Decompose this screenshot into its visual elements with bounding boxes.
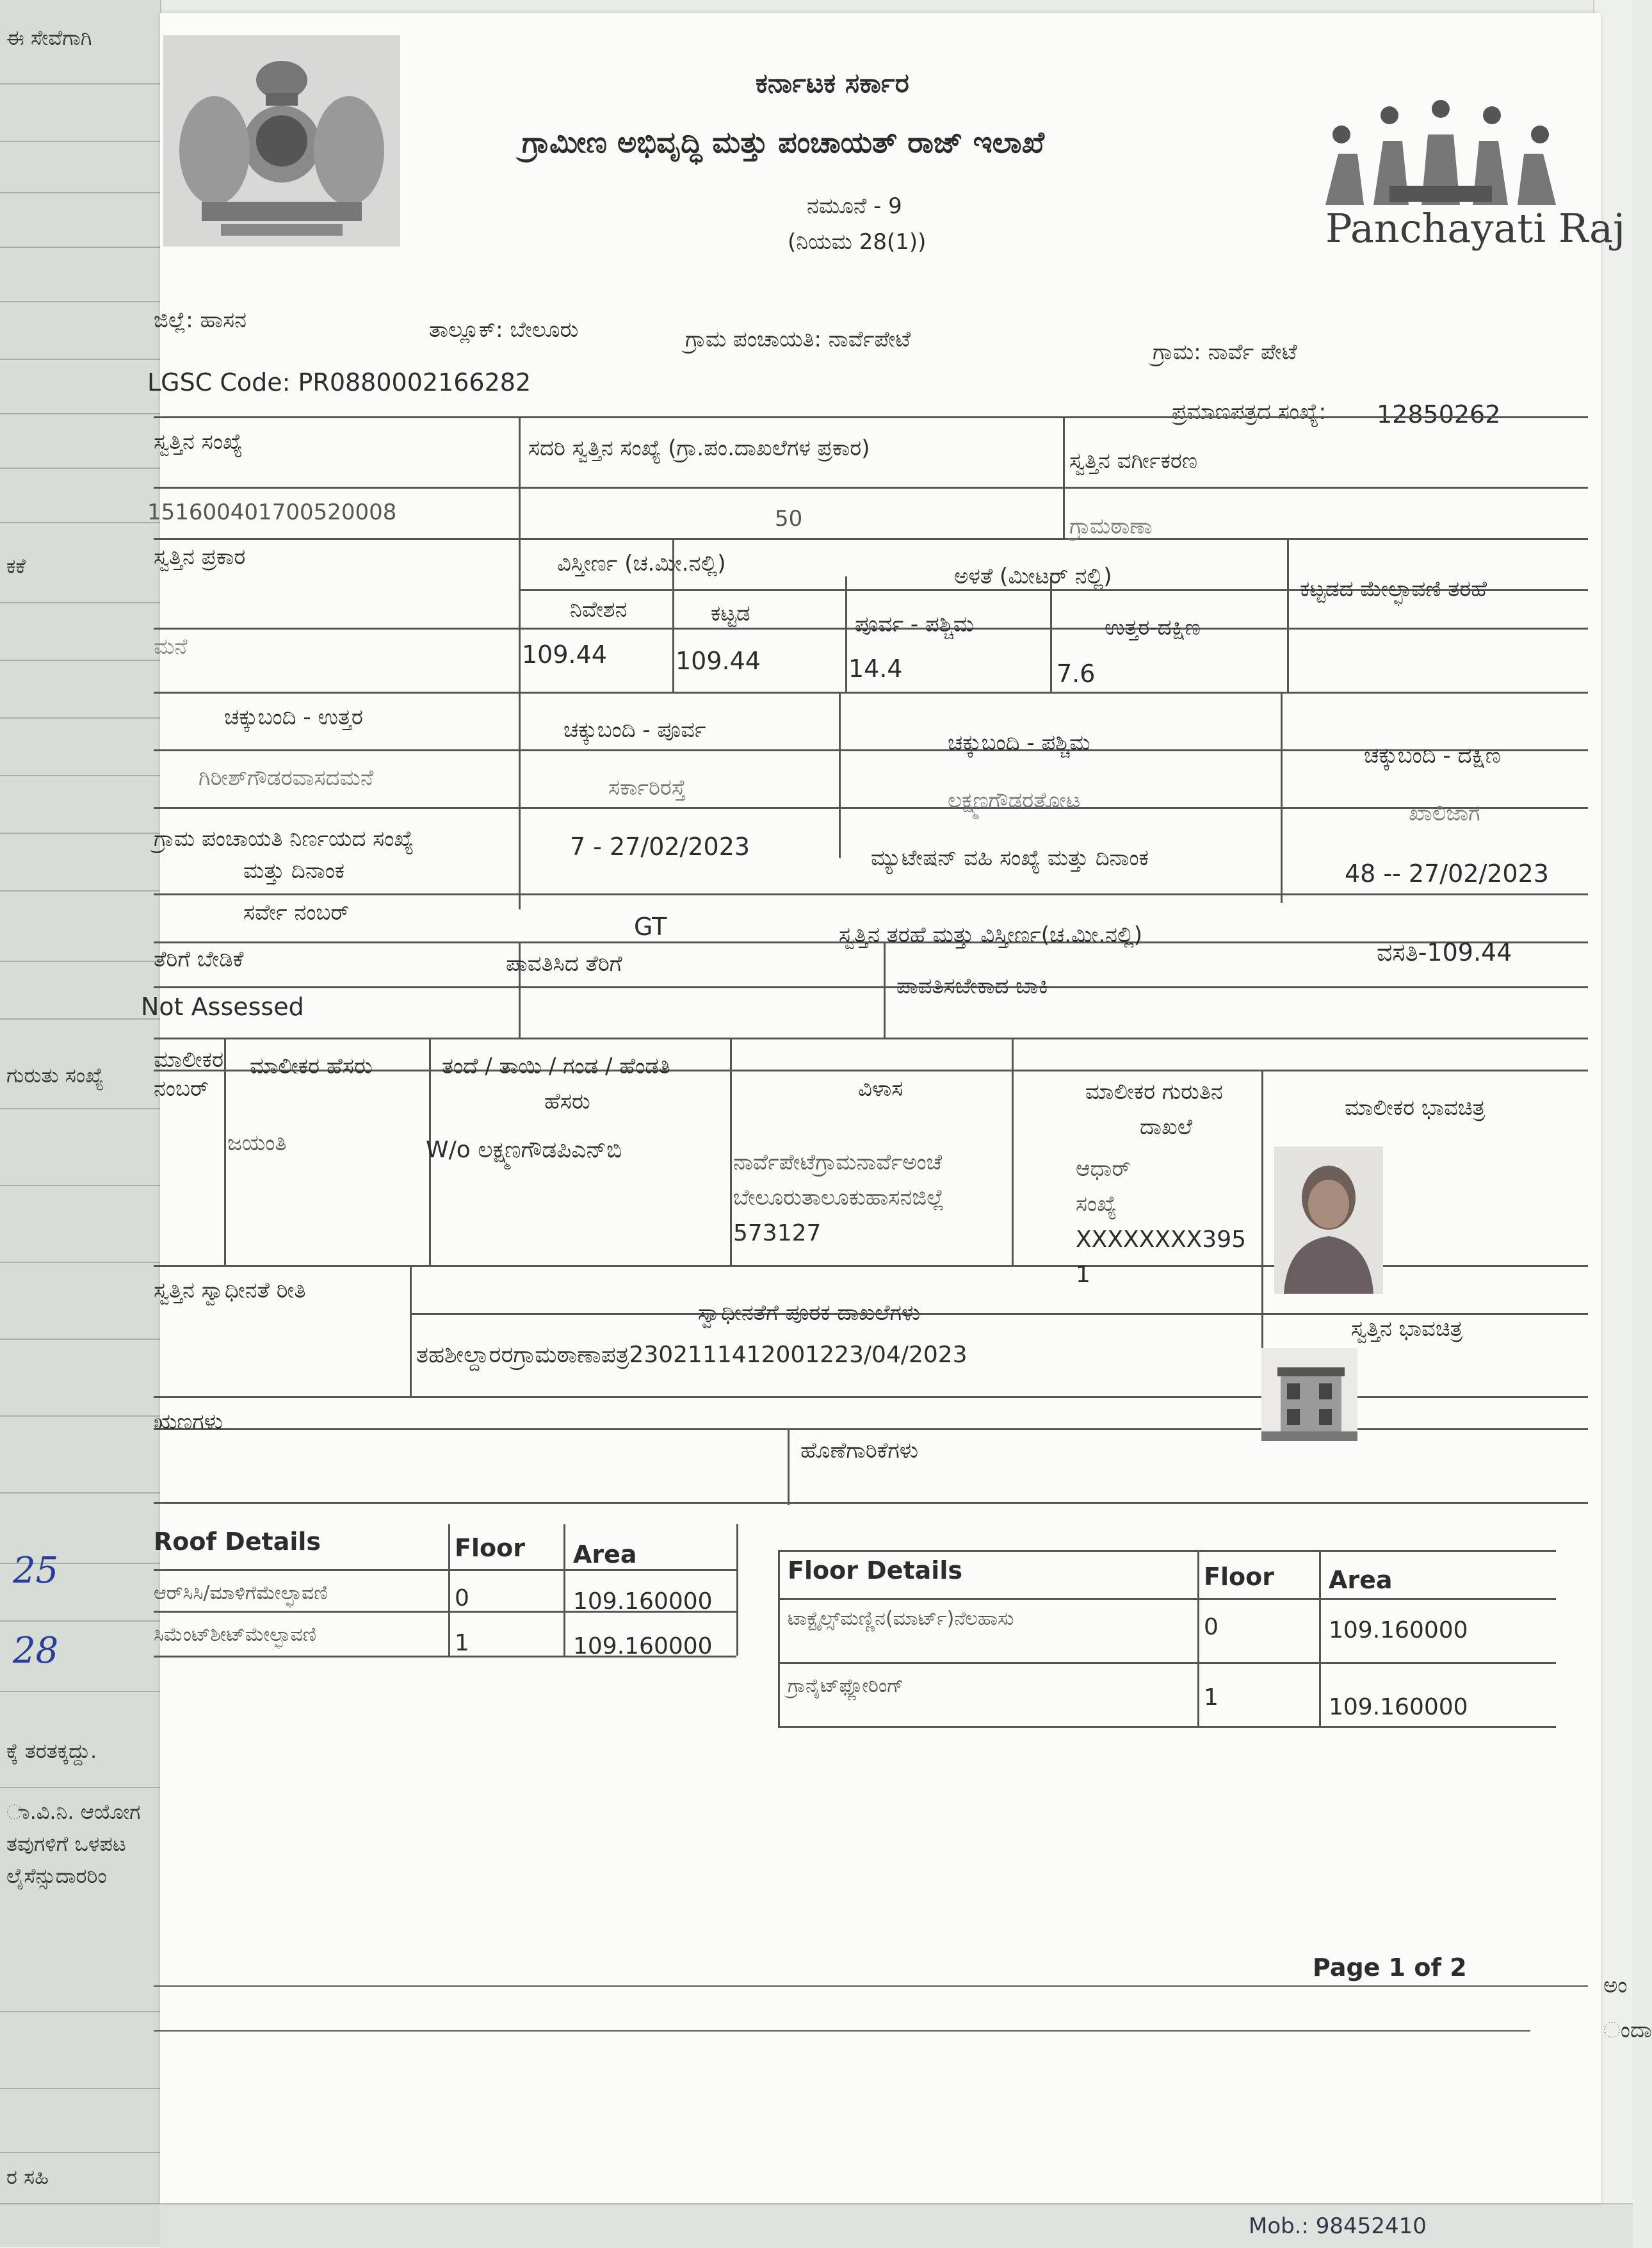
panchayati-raj-text: Panchayati Raj [1325, 205, 1626, 252]
gram-panchayat-text: ಗ್ರಾಮ ಪಂಚಾಯತಿ: ನಾರ್ವೆಪೇಟೆ [685, 327, 911, 352]
owner-serial-label: ಮಾಲೀಕರ [154, 1047, 224, 1073]
survey-number-label: ಸರ್ವೇ ನಂಬರ್ [243, 900, 350, 925]
taluk-text: ತಾಲ್ಲೂಕ್: ಬೇಲೂರು [429, 317, 579, 343]
tax-balance-label: ಪಾವತಿಸಬೇಕಾದ ಬಾಕಿ [896, 973, 1049, 999]
roof-floor-header: Floor [455, 1534, 525, 1562]
relation-value: W/o ಲಕ್ಷ್ಮಣಗೌಡಪಿಎನ್‌ಬಿ [426, 1137, 622, 1163]
village-text: ಗ್ರಾಮ: ನಾರ್ವೆ ಪೇಟೆ [1153, 339, 1297, 365]
owner-serial-label-2: ನಂಬರ್ [154, 1076, 209, 1102]
site-label: ನಿವೇಶನ [570, 597, 628, 623]
property-type-value: ಮನೆ [154, 634, 188, 660]
site-area-value: 109.44 [522, 640, 607, 669]
address-pincode: 573127 [733, 1220, 822, 1246]
mobile-number-text: Mob.: 98452410 [1249, 2213, 1427, 2239]
department-title: ಗ್ರಾಮೀಣ ಅಭಿವೃದ್ಧಿ ಮತ್ತು ಪಂಚಾಯತ್ ರಾಜ್ ಇಲಾಖೆ [522, 125, 1044, 159]
resolution-value: 7 - 27/02/2023 [570, 833, 750, 861]
mutation-value: 48 -- 27/02/2023 [1345, 859, 1549, 888]
owner-id-number: XXXXXXXX395 [1076, 1226, 1247, 1253]
left-margin-text: ರ ಸಹಿ [6, 2165, 49, 2189]
floor-row-floor: 1 [1204, 1684, 1219, 1711]
certificate-number: 12850262 [1377, 400, 1501, 428]
roof-row-area: 109.160000 [573, 1588, 713, 1615]
page-number: Page 1 of 2 [1313, 1953, 1467, 1982]
boundary-south-label: ಚಕ್ಕುಬಂದಿ - ದಕ್ಷಿಣ [1364, 743, 1501, 769]
sadari-property-value: 50 [775, 506, 803, 532]
property-classification-value: ಗ್ರಾಮಠಾಣಾ [1069, 514, 1153, 539]
roof-type-label: ಕಟ್ಟಡದ ಮೇಲ್ಛಾವಣಿ ತರಹೆ [1300, 576, 1487, 602]
east-west-label: ಪೂರ್ವ - ಪಶ್ಚಿಮ [855, 612, 975, 637]
roof-area-header: Area [573, 1540, 637, 1568]
property-photo-label: ಸ್ವತ್ತಿನ ಭಾವಚಿತ್ರ [1351, 1316, 1463, 1342]
type-area-label: ಸ್ವತ್ತಿನ ತರಹೆ ಮತ್ತು ವಿಸ್ತೀರ್ಣ(ಚ.ಮೀ.ನಲ್ಲಿ) [839, 922, 1143, 948]
left-margin-text: ಈ ಸೇವೆಗಾಗಿ [6, 26, 92, 50]
north-south-label: ಉತ್ತರ-ದಕ್ಷಿಣ [1105, 615, 1201, 640]
government-title: ಕರ್ನಾಟಕ ಸರ್ಕಾರ [756, 67, 909, 99]
handwritten-number: 28 [13, 1630, 59, 1672]
survey-number-value: GT [634, 913, 667, 941]
left-underlying-sheet [0, 0, 161, 2247]
certificate-number-label: ಪ್ರಮಾಣಪತ್ರದ ಸಂಖ್ಯೆ: [1172, 399, 1327, 425]
sadari-property-label: ಸದರಿ ಸ್ವತ್ತಿನ ಸಂಖ್ಯೆ (ಗ್ರಾ.ಪಂ.ದಾಖಲೆಗಳ ಪ್ರಕಾರ) [528, 436, 870, 461]
owner-id-label-2: ದಾಖಲೆ [1140, 1114, 1193, 1140]
type-area-value: ವಸತಿ-109.44 [1377, 938, 1512, 966]
building-area-value: 109.44 [676, 647, 761, 675]
north-south-value: 7.6 [1057, 660, 1096, 688]
roof-row-type: ಆರ್‌ಸಿಸಿ/ಮಾಳಿಗೆಮೇಲ್ಛಾವಣಿ [154, 1582, 328, 1604]
property-classification-label: ಸ್ವತ್ತಿನ ವರ್ಗೀಕರಣ [1069, 448, 1197, 474]
boundary-west-value: ಲಕ್ಷ್ಮಣಗೌಡರತೋಟ [948, 788, 1081, 813]
resolution-label-date: ಮತ್ತು ದಿನಾಂಕ [243, 858, 345, 884]
floor-area-header: Area [1329, 1566, 1393, 1594]
roof-details-title: Roof Details [154, 1527, 321, 1556]
boundary-west-label: ಚಕ್ಕುಬಂದಿ - ಪಶ್ಚಿಮ [948, 730, 1090, 756]
left-margin-text: ತವುಗಳಿಗೆ ಒಳಪಟ [6, 1832, 126, 1856]
acquisition-docs-label: ಸ್ವಾಧೀನತೆಗೆ ಪೂರಕ ದಾಖಲೆಗಳು [698, 1300, 921, 1326]
building-label: ಕಟ್ಟಡ [711, 601, 750, 626]
floor-row-area: 109.160000 [1329, 1694, 1468, 1720]
property-number-label: ಸ್ವತ್ತಿನ ಸಂಖ್ಯೆ [154, 429, 243, 455]
owner-photo-label: ಮಾಲೀಕರ ಭಾವಚಿತ್ರ [1345, 1095, 1486, 1121]
form-number: ನಮೂನೆ - 9 [807, 193, 902, 219]
left-margin-text: ಲೈಸೆನ್ಸುದಾರರಿಂ [6, 1864, 107, 1888]
relation-label: ತಂದೆ / ತಾಯಿ / ಗಂಡ / ಹೆಂಡತಿ [442, 1054, 670, 1079]
address-label: ವಿಳಾಸ [858, 1076, 903, 1102]
floor-row-area: 109.160000 [1329, 1617, 1468, 1643]
floor-row-type: ಗ್ರಾನೈಟ್‌ಫ್ಲೋರಿಂಗ್ [788, 1675, 904, 1697]
roof-row-type: ಸಿಮೆಂಟ್‌ಶೀಟ್‌ಮೇಲ್ಛಾವಣಿ [154, 1624, 316, 1646]
address-line-1: ನಾರ್ವೆಪೇಟೆಗ್ರಾಮನಾರ್ವೆಅಂಚೆ [733, 1150, 943, 1175]
rule-number: (ನಿಯಮ 28(1)) [788, 229, 927, 255]
floor-details-title: Floor Details [788, 1556, 962, 1584]
roof-row-area: 109.160000 [573, 1633, 713, 1659]
acquisition-method-label: ಸ್ವತ್ತಿನ ಸ್ವಾಧೀನತೆ ರೀತಿ [154, 1278, 306, 1303]
left-margin-text: ಾ.ವಿ.ನಿ. ಆಯೋಗ [6, 1800, 141, 1824]
tax-demand-label: ತೆರಿಗೆ ಬೇಡಿಕೆ [154, 947, 244, 972]
district-text: ಜಿಲ್ಲೆ: ಹಾಸನ [154, 307, 247, 333]
address-line-2: ಬೇಲೂರುತಾಲೂಕುಹಾಸನಜಿಲ್ಲೆ [733, 1185, 944, 1210]
floor-floor-header: Floor [1204, 1563, 1274, 1591]
boundary-east-value: ಸರ್ಕಾರಿರಸ್ತೆ [608, 775, 686, 801]
owner-photo-icon [1274, 1146, 1383, 1294]
area-label: ವಿಸ್ತೀರ್ಣ (ಚ.ಮೀ.ನಲ್ಲಿ) [557, 551, 726, 576]
boundary-north-value: ಗಿರೀಶ್‌ಗೌಡರವಾಸದಮನೆ [198, 765, 374, 791]
floor-row-type: ಟಾಕ್ಟೈಲ್ಸ್‌ಮಣ್ಣಿನ(ಮಾರ್ಟ್‌)ನೆಲಹಾಸು [788, 1608, 1014, 1630]
panchayati-raj-logo-icon [1313, 90, 1569, 218]
left-margin-text: ಕಕೆ [6, 554, 26, 578]
certificate-page [141, 13, 1626, 2203]
tax-demand-value: Not Assessed [141, 993, 304, 1021]
karnataka-emblem-icon [163, 35, 400, 247]
property-type-label: ಸ್ವತ್ತಿನ ಪ್ರಕಾರ [154, 544, 246, 570]
property-number-value: 151600401700520008 [147, 500, 397, 525]
owner-name-value: ಜಯಂತಿ [227, 1130, 287, 1156]
handwritten-number: 25 [13, 1550, 59, 1592]
tax-paid-label: ಪಾವತಿಸಿದ ತೆರಿಗೆ [506, 951, 622, 977]
owner-id-label: ಮಾಲೀಕರ ಗುರುತಿನ [1085, 1079, 1223, 1105]
roof-row-floor: 1 [455, 1630, 469, 1656]
property-photo-icon [1261, 1348, 1357, 1441]
owner-name-label: ಮಾಲೀಕರ ಹೆಸರು [250, 1054, 373, 1079]
owner-id-number-tail: 1 [1076, 1262, 1090, 1288]
boundary-south-value: ಖಾಲಿಜಾಗ [1409, 801, 1480, 826]
relation-label-2: ಹೆಸರು [544, 1089, 590, 1114]
boundary-north-label: ಚಕ್ಕುಬಂದಿ - ಉತ್ತರ [224, 705, 363, 730]
roof-row-floor: 0 [455, 1585, 469, 1611]
right-margin-text: ಅಂ [1603, 1973, 1628, 1998]
acquisition-docs-value: ತಹಶೀಲ್ದಾರರಗ್ರಾಮಠಾಣಾಪತ್ರ2302111412001223/04/2023 [416, 1342, 968, 1368]
liabilities-label-left: ಋಣಗಳು [154, 1409, 223, 1435]
owner-id-type: ಆಧಾರ್ [1076, 1156, 1131, 1182]
owner-id-type-2: ಸಂಖ್ಯೆ [1076, 1191, 1117, 1217]
right-margin-text: ಂದಾ [1603, 2017, 1652, 2043]
resolution-label: ಗ್ರಾಮ ಪಂಚಾಯತಿ ನಿರ್ಣಯದ ಸಂಖ್ಯೆ [154, 826, 414, 852]
east-west-value: 14.4 [848, 655, 903, 683]
mutation-label: ಮ್ಯುಟೇಷನ್ ವಹಿ ಸಂಖ್ಯೆ ಮತ್ತು ದಿನಾಂಕ [871, 845, 1149, 871]
liabilities-label-right: ಹೊಣೆಗಾರಿಕೆಗಳು [800, 1438, 919, 1463]
bottom-underlying-sheet [160, 2203, 1633, 2248]
dimension-label: ಅಳತೆ (ಮೀಟರ್ ನಲ್ಲಿ) [954, 564, 1112, 589]
left-margin-text: ಕ್ಕೆ ತರತಕ್ಕದ್ದು. [6, 1739, 97, 1763]
left-margin-text: ಗುರುತು ಸಂಖ್ಯೆ [6, 1063, 104, 1087]
floor-row-floor: 0 [1204, 1614, 1219, 1640]
boundary-east-label: ಚಕ್ಕುಬಂದಿ - ಪೂರ್ವ [563, 717, 706, 743]
lgd-code-text: LGSC Code: PR0880002166282 [147, 368, 531, 396]
